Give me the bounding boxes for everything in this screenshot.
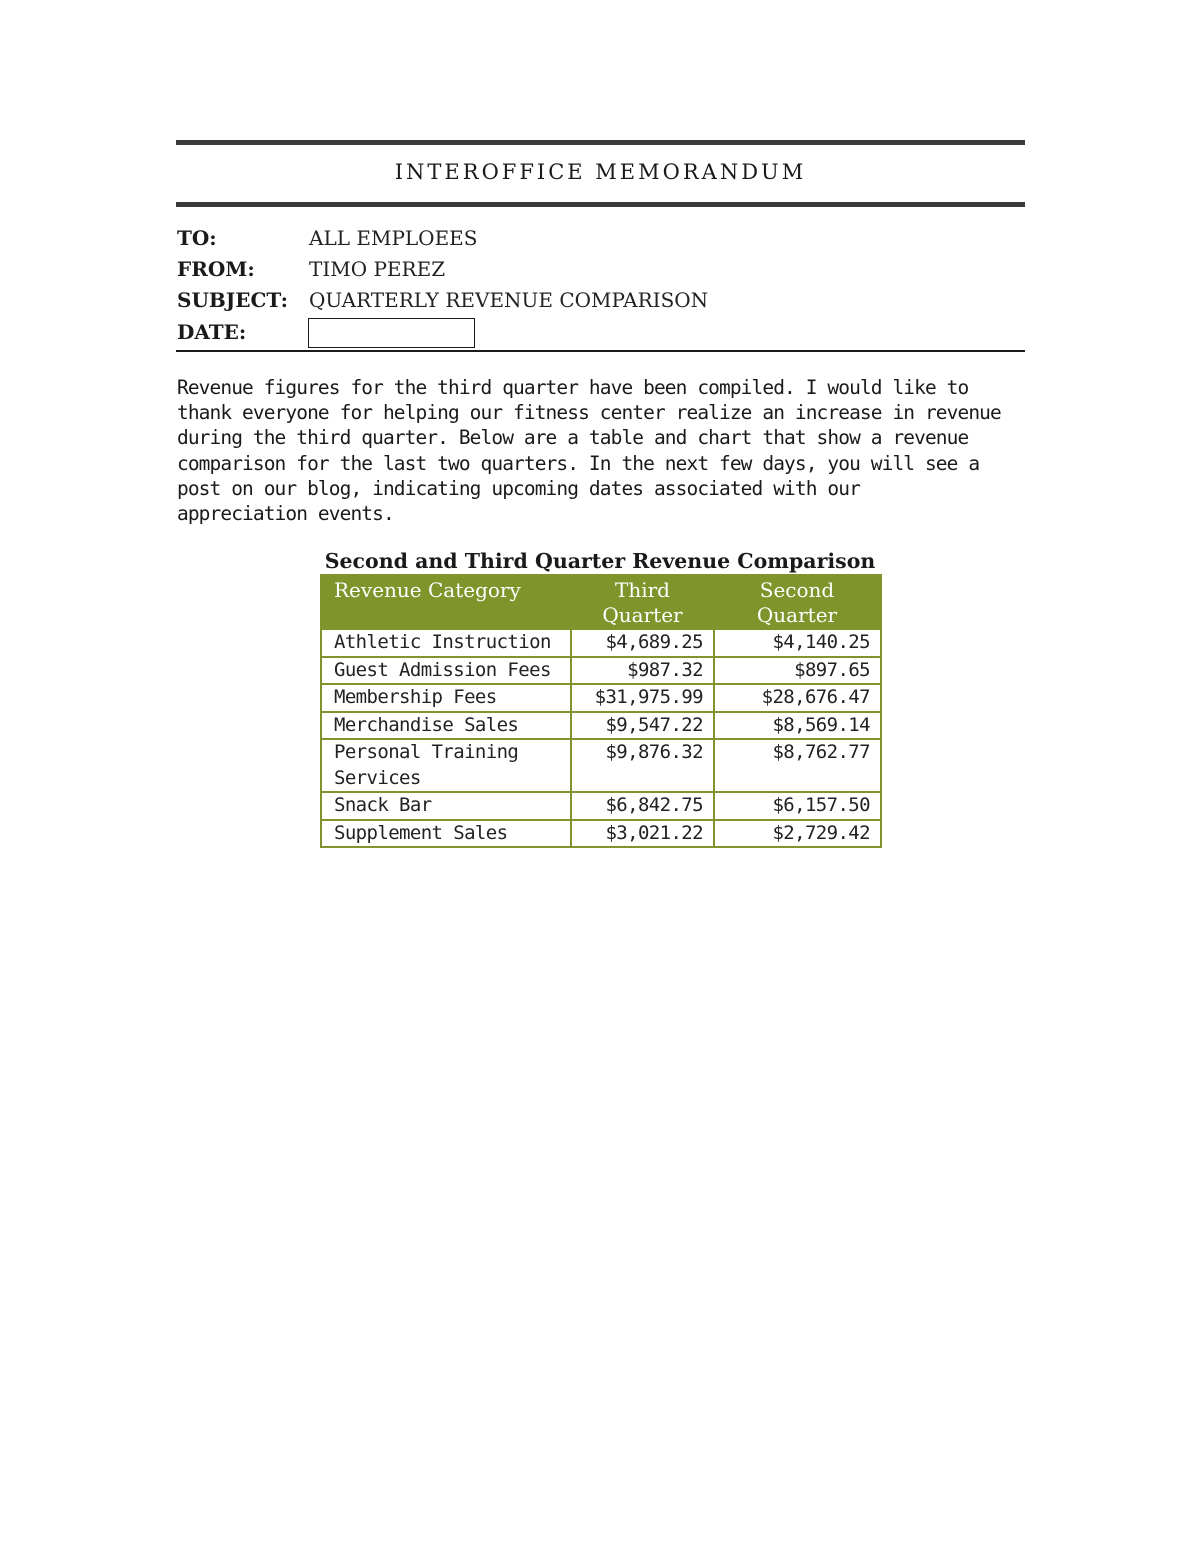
date-label: DATE: — [177, 320, 247, 344]
row-second-value: $897.65 — [714, 657, 881, 685]
row-second-value: $28,676.47 — [714, 684, 881, 712]
table-row — [321, 792, 881, 820]
table-row — [321, 739, 881, 792]
row-category: Personal Training Services — [321, 739, 571, 792]
subject-value[interactable]: QUARTERLY REVENUE COMPARISON — [309, 288, 709, 312]
row-second-value: $8,569.14 — [714, 712, 881, 740]
row-third-value: $4,689.25 — [571, 629, 714, 657]
row-third-value: $987.32 — [571, 657, 714, 685]
from-value[interactable]: TIMO PEREZ — [309, 257, 446, 281]
row-second-value: $8,762.77 — [714, 739, 881, 792]
subject-label: SUBJECT: — [177, 288, 288, 312]
table-row — [321, 684, 881, 712]
memo-body: Revenue figures for the third quarter have been compiled. I would like to thank everyone for helping our fitness center realize an increase in revenue during the third quarter. Below are a table and chart that show a revenue comparison for the last two quarters. In the next few days, you will see a post on our blog, indicating upcoming dates associated with our appreciation events. — [177, 376, 1001, 526]
from-label: FROM: — [177, 257, 255, 281]
table-row — [321, 657, 881, 685]
to-value[interactable]: ALL EMPLOEES — [309, 226, 478, 250]
revenue-table — [320, 574, 882, 848]
row-third-value: $9,876.32 — [571, 739, 714, 792]
row-category: Snack Bar — [321, 792, 571, 820]
row-category: Merchandise Sales — [321, 712, 571, 740]
row-second-value: $2,729.42 — [714, 820, 881, 848]
row-category: Membership Fees — [321, 684, 571, 712]
row-second-value: $4,140.25 — [714, 629, 881, 657]
row-second-value: $6,157.50 — [714, 792, 881, 820]
table-row — [321, 820, 881, 848]
row-third-value: $31,975.99 — [571, 684, 714, 712]
date-field[interactable] — [308, 318, 475, 348]
to-label: TO: — [177, 226, 217, 250]
table-title: Second and Third Quarter Revenue Comparison — [324, 549, 876, 573]
row-third-value: $6,842.75 — [571, 792, 714, 820]
table-row — [321, 629, 881, 657]
title-rule — [176, 202, 1025, 207]
header-category: Revenue Category — [321, 575, 571, 629]
row-third-value: $9,547.22 — [571, 712, 714, 740]
row-category: Guest Admission Fees — [321, 657, 571, 685]
header-divider — [176, 350, 1025, 352]
memo-title: INTEROFFICE MEMORANDUM — [394, 160, 807, 184]
top-rule — [176, 140, 1025, 145]
row-category: Athletic Instruction — [321, 629, 571, 657]
row-category: Supplement Sales — [321, 820, 571, 848]
row-third-value: $3,021.22 — [571, 820, 714, 848]
table-row — [321, 712, 881, 740]
table-header-row — [321, 575, 881, 629]
header-third-quarter: Third Quarter — [571, 575, 714, 629]
header-second-quarter: Second Quarter — [714, 575, 881, 629]
